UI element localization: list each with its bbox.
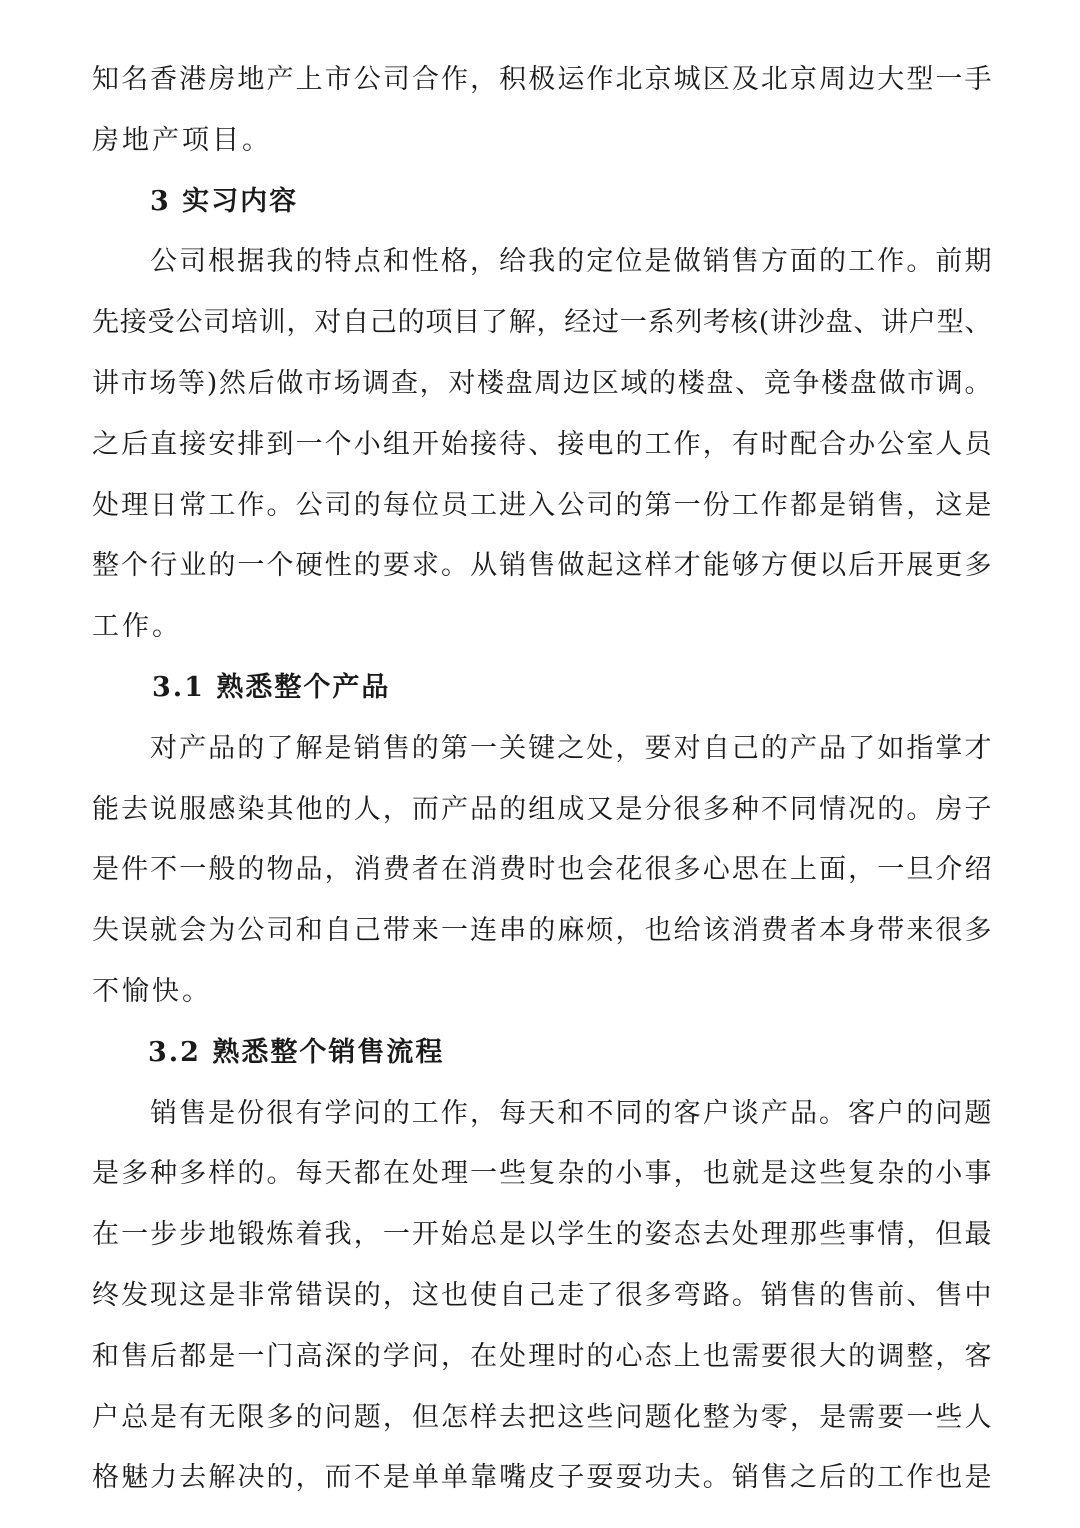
paragraph-line: 销售是份很有学问的工作，每天和不同的客户谈产品。客户的问题	[150, 1097, 992, 1129]
paragraph-line: 对产品的了解是销售的第一关键之处，要对自己的产品了如指掌才	[150, 732, 992, 764]
paragraph-line: 是多种多样的。每天都在处理一些复杂的小事，也就是这些复杂的小事	[92, 1158, 992, 1190]
paragraph-line: 知名香港房地产上市公司合作，积极运作北京城区及北京周边大型一手	[92, 64, 992, 95]
section-heading-3-2: 3.2 熟悉整个销售流程	[148, 1036, 445, 1068]
paragraph-line: 能去说服感染其他的人，而产品的组成又是分很多种不同情况的。房子	[92, 793, 992, 825]
paragraph-line: 在一步步地锻炼着我，一开始总是以学生的姿态去处理那些事情，但最	[92, 1219, 992, 1251]
paragraph-line: 格魅力去解决的，而不是单单靠嘴皮子耍耍功夫。销售之后的工作也是	[92, 1462, 992, 1494]
paragraph-line: 是件不一般的物品，消费者在消费时也会花很多心思在上面，一旦介绍	[92, 854, 992, 886]
paragraph-line: 终发现这是非常错误的，这也使自己走了很多弯路。销售的售前、售中	[92, 1279, 992, 1311]
paragraph-line: 讲市场等)然后做市场调查，对楼盘周边区域的楼盘、竞争楼盘做市调。	[92, 367, 992, 399]
paragraph-line: 和售后都是一门高深的学问，在处理时的心态上也需要很大的调整，客	[92, 1340, 992, 1372]
paragraph-line: 公司根据我的特点和性格，给我的定位是做销售方面的工作。前期	[150, 246, 992, 278]
paragraph-line: 先接受公司培训，对自己的项目了解，经过一系列考核(讲沙盘、讲户型、	[92, 307, 992, 339]
paragraph-line: 房地产项目。	[92, 124, 272, 156]
section-heading-3: 3 实习内容	[150, 185, 299, 217]
paragraph-line: 整个行业的一个硬性的要求。从销售做起这样才能够方便以后开展更多	[92, 550, 992, 582]
section-heading-3-1: 3.1 熟悉整个产品	[152, 671, 391, 703]
paragraph-line: 不愉快。	[92, 975, 212, 1007]
paragraph-line: 处理日常工作。公司的每位员工进入公司的第一份工作都是销售，这是	[92, 489, 992, 521]
paragraph-line: 失误就会为公司和自己带来一连串的麻烦，也给该消费者本身带来很多	[92, 915, 992, 947]
document-page	[92, 50, 992, 1509]
paragraph-line: 户总是有无限多的问题，但怎样去把这些问题化整为零，是需要一些人	[92, 1401, 992, 1433]
paragraph-line: 之后直接安排到一个小组开始接待、接电的工作，有时配合办公室人员	[92, 428, 992, 460]
paragraph-line: 工作。	[92, 611, 182, 643]
